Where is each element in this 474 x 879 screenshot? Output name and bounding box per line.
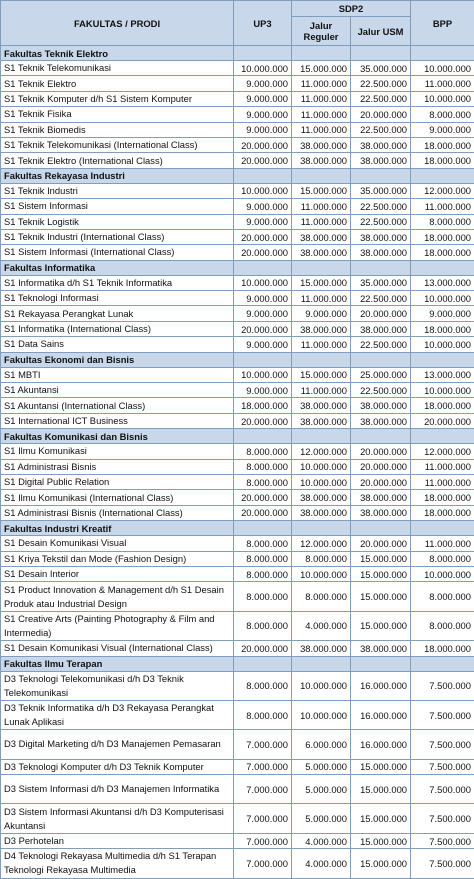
jalur-reguler-value-cell: 11.000.000 [292, 291, 351, 306]
bpp-value-cell: 7.500.000 [411, 700, 474, 729]
prodi-name-cell: S1 Desain Komunikasi Visual [1, 536, 234, 551]
bpp-value-cell: 11.000.000 [411, 474, 474, 489]
jalur-usm-value-cell: 22.500.000 [351, 122, 411, 137]
jalur-reguler-value-cell: 10.000.000 [292, 459, 351, 474]
prodi-name-cell: D3 Sistem Informasi d/h D3 Manajemen Informatika [1, 775, 234, 804]
jalur-usm-value-cell: 20.000.000 [351, 444, 411, 459]
bpp-value-cell: 12.000.000 [411, 183, 474, 198]
table-row [1, 490, 474, 505]
jalur-usm-value-cell: 38.000.000 [351, 137, 411, 152]
header-up3: UP3 [234, 1, 292, 46]
prodi-name-cell: S1 Akuntansi (International Class) [1, 398, 234, 413]
bpp-value-cell: 7.500.000 [411, 671, 474, 700]
section-header-empty-cell [234, 352, 292, 367]
jalur-reguler-value-cell: 9.000.000 [292, 306, 351, 321]
prodi-name-cell: S1 Rekayasa Perangkat Lunak [1, 306, 234, 321]
jalur-reguler-value-cell: 10.000.000 [292, 671, 351, 700]
jalur-reguler-value-cell: 38.000.000 [292, 398, 351, 413]
table-row [1, 122, 474, 137]
jalur-reguler-value-cell: 4.000.000 [292, 833, 351, 848]
table-row [1, 730, 474, 759]
table-row [1, 291, 474, 306]
jalur-reguler-value-cell: 11.000.000 [292, 76, 351, 91]
jalur-reguler-value-cell: 38.000.000 [292, 245, 351, 260]
up3-value-cell: 20.000.000 [234, 137, 292, 152]
jalur-usm-value-cell: 38.000.000 [351, 398, 411, 413]
up3-value-cell: 8.000.000 [234, 671, 292, 700]
bpp-value-cell: 12.000.000 [411, 444, 474, 459]
section-header-empty-cell [234, 46, 292, 61]
jalur-usm-value-cell: 38.000.000 [351, 245, 411, 260]
up3-value-cell: 20.000.000 [234, 245, 292, 260]
jalur-reguler-value-cell: 8.000.000 [292, 551, 351, 566]
jalur-usm-value-cell: 15.000.000 [351, 804, 411, 833]
jalur-reguler-value-cell: 38.000.000 [292, 137, 351, 152]
jalur-reguler-value-cell: 4.000.000 [292, 611, 351, 640]
table-row [1, 76, 474, 91]
jalur-reguler-value-cell: 38.000.000 [292, 321, 351, 336]
section-header-empty-cell [411, 352, 474, 367]
up3-value-cell: 9.000.000 [234, 291, 292, 306]
table-row [1, 367, 474, 382]
section-header-empty-cell [411, 429, 474, 444]
table-row [1, 804, 474, 833]
table-row [1, 505, 474, 520]
up3-value-cell: 7.000.000 [234, 833, 292, 848]
table-row [1, 199, 474, 214]
bpp-value-cell: 18.000.000 [411, 229, 474, 244]
section-title: Fakultas Industri Kreatif [1, 521, 234, 536]
table-row [1, 321, 474, 336]
jalur-usm-value-cell: 20.000.000 [351, 107, 411, 122]
up3-value-cell: 9.000.000 [234, 122, 292, 137]
table-row [1, 214, 474, 229]
bpp-value-cell: 8.000.000 [411, 582, 474, 611]
prodi-name-cell: S1 Sistem Informasi (International Class) [1, 245, 234, 260]
table-row [1, 536, 474, 551]
jalur-reguler-value-cell: 11.000.000 [292, 107, 351, 122]
jalur-usm-value-cell: 25.000.000 [351, 367, 411, 382]
bpp-value-cell: 10.000.000 [411, 61, 474, 76]
prodi-name-cell: S1 Administrasi Bisnis [1, 459, 234, 474]
table-row [1, 337, 474, 352]
up3-value-cell: 7.000.000 [234, 759, 292, 774]
bpp-value-cell: 11.000.000 [411, 199, 474, 214]
jalur-reguler-value-cell: 38.000.000 [292, 153, 351, 168]
section-header-row [1, 656, 474, 671]
prodi-name-cell: S1 Creative Arts (Painting Photography & Film and Intermedia) [1, 611, 234, 640]
prodi-name-cell: S1 Informatika d/h S1 Teknik Informatika [1, 275, 234, 290]
bpp-value-cell: 7.500.000 [411, 730, 474, 759]
bpp-value-cell: 9.000.000 [411, 306, 474, 321]
jalur-reguler-value-cell: 12.000.000 [292, 536, 351, 551]
jalur-usm-value-cell: 35.000.000 [351, 61, 411, 76]
jalur-usm-value-cell: 20.000.000 [351, 306, 411, 321]
up3-value-cell: 8.000.000 [234, 700, 292, 729]
prodi-name-cell: S1 Teknik Telekomunikasi [1, 61, 234, 76]
table-row [1, 582, 474, 611]
up3-value-cell: 9.000.000 [234, 76, 292, 91]
jalur-usm-value-cell: 22.500.000 [351, 91, 411, 106]
jalur-reguler-value-cell: 10.000.000 [292, 474, 351, 489]
table-row [1, 833, 474, 848]
bpp-value-cell: 18.000.000 [411, 398, 474, 413]
jalur-usm-value-cell: 35.000.000 [351, 275, 411, 290]
table-row [1, 444, 474, 459]
section-title: Fakultas Ekonomi dan Bisnis [1, 352, 234, 367]
bpp-value-cell: 10.000.000 [411, 566, 474, 581]
prodi-name-cell: S1 Teknik Logistik [1, 214, 234, 229]
prodi-name-cell: S1 Teknik Elektro (International Class) [1, 153, 234, 168]
table-row [1, 474, 474, 489]
table-row [1, 413, 474, 428]
section-header-empty-cell [292, 352, 351, 367]
jalur-reguler-value-cell: 5.000.000 [292, 775, 351, 804]
jalur-usm-value-cell: 22.500.000 [351, 337, 411, 352]
up3-value-cell: 9.000.000 [234, 306, 292, 321]
section-header-empty-cell [351, 429, 411, 444]
bpp-value-cell: 11.000.000 [411, 536, 474, 551]
jalur-reguler-value-cell: 15.000.000 [292, 367, 351, 382]
table-row [1, 459, 474, 474]
section-header-empty-cell [351, 168, 411, 183]
table-row [1, 775, 474, 804]
up3-value-cell: 8.000.000 [234, 551, 292, 566]
bpp-value-cell: 8.000.000 [411, 107, 474, 122]
bpp-value-cell: 11.000.000 [411, 459, 474, 474]
jalur-usm-value-cell: 15.000.000 [351, 775, 411, 804]
jalur-reguler-value-cell: 8.000.000 [292, 582, 351, 611]
table-row [1, 641, 474, 656]
section-header-empty-cell [292, 656, 351, 671]
prodi-name-cell: S1 Desain Interior [1, 566, 234, 581]
bpp-value-cell: 7.500.000 [411, 759, 474, 774]
table-row [1, 245, 474, 260]
jalur-reguler-value-cell: 38.000.000 [292, 505, 351, 520]
prodi-name-cell: D3 Teknologi Komputer d/h D3 Teknik Komputer [1, 759, 234, 774]
bpp-value-cell: 7.500.000 [411, 833, 474, 848]
prodi-name-cell: S1 Product Innovation & Management d/h S1 Desain Produk atau Industrial Design [1, 582, 234, 611]
jalur-reguler-value-cell: 15.000.000 [292, 183, 351, 198]
section-header-row [1, 46, 474, 61]
section-header-empty-cell [351, 352, 411, 367]
header-bpp: BPP [411, 1, 474, 46]
prodi-name-cell: S1 Teknik Elektro [1, 76, 234, 91]
up3-value-cell: 20.000.000 [234, 153, 292, 168]
jalur-reguler-value-cell: 11.000.000 [292, 337, 351, 352]
table-row [1, 700, 474, 729]
prodi-name-cell: S1 Data Sains [1, 337, 234, 352]
jalur-usm-value-cell: 20.000.000 [351, 536, 411, 551]
section-header-row [1, 260, 474, 275]
up3-value-cell: 9.000.000 [234, 199, 292, 214]
up3-value-cell: 9.000.000 [234, 337, 292, 352]
section-header-empty-cell [351, 260, 411, 275]
jalur-reguler-value-cell: 12.000.000 [292, 444, 351, 459]
jalur-usm-value-cell: 22.500.000 [351, 76, 411, 91]
prodi-name-cell: S1 Ilmu Komunikasi [1, 444, 234, 459]
jalur-reguler-value-cell: 38.000.000 [292, 229, 351, 244]
bpp-value-cell: 8.000.000 [411, 611, 474, 640]
section-header-row [1, 429, 474, 444]
header-fakultas-prodi: FAKULTAS / PRODI [1, 1, 234, 46]
section-header-row [1, 168, 474, 183]
table-row [1, 61, 474, 76]
bpp-value-cell: 7.500.000 [411, 849, 474, 878]
table-header [1, 1, 474, 46]
bpp-value-cell: 11.000.000 [411, 76, 474, 91]
prodi-name-cell: S1 Teknologi Informasi [1, 291, 234, 306]
up3-value-cell: 9.000.000 [234, 91, 292, 106]
table-row [1, 183, 474, 198]
table-row [1, 611, 474, 640]
bpp-value-cell: 20.000.000 [411, 413, 474, 428]
jalur-reguler-value-cell: 11.000.000 [292, 199, 351, 214]
up3-value-cell: 7.000.000 [234, 730, 292, 759]
jalur-usm-value-cell: 15.000.000 [351, 849, 411, 878]
jalur-usm-value-cell: 35.000.000 [351, 183, 411, 198]
jalur-reguler-value-cell: 11.000.000 [292, 383, 351, 398]
table-row [1, 153, 474, 168]
jalur-reguler-value-cell: 4.000.000 [292, 849, 351, 878]
prodi-name-cell: S1 Teknik Telekomunikasi (International Class) [1, 137, 234, 152]
section-header-empty-cell [234, 429, 292, 444]
jalur-usm-value-cell: 38.000.000 [351, 641, 411, 656]
jalur-usm-value-cell: 15.000.000 [351, 611, 411, 640]
jalur-reguler-value-cell: 38.000.000 [292, 413, 351, 428]
jalur-usm-value-cell: 22.500.000 [351, 214, 411, 229]
up3-value-cell: 9.000.000 [234, 107, 292, 122]
section-title: Fakultas Informatika [1, 260, 234, 275]
up3-value-cell: 8.000.000 [234, 444, 292, 459]
jalur-usm-value-cell: 16.000.000 [351, 730, 411, 759]
up3-value-cell: 9.000.000 [234, 214, 292, 229]
prodi-name-cell: S1 MBTI [1, 367, 234, 382]
prodi-name-cell: S1 Informatika (International Class) [1, 321, 234, 336]
bpp-value-cell: 18.000.000 [411, 505, 474, 520]
jalur-usm-value-cell: 15.000.000 [351, 759, 411, 774]
section-title: Fakultas Teknik Elektro [1, 46, 234, 61]
up3-value-cell: 18.000.000 [234, 398, 292, 413]
jalur-usm-value-cell: 15.000.000 [351, 582, 411, 611]
prodi-name-cell: S1 Teknik Komputer d/h S1 Sistem Komputer [1, 91, 234, 106]
up3-value-cell: 20.000.000 [234, 229, 292, 244]
bpp-value-cell: 10.000.000 [411, 383, 474, 398]
jalur-usm-value-cell: 38.000.000 [351, 153, 411, 168]
section-header-empty-cell [234, 521, 292, 536]
jalur-usm-value-cell: 22.500.000 [351, 199, 411, 214]
table-row [1, 671, 474, 700]
jalur-reguler-value-cell: 38.000.000 [292, 490, 351, 505]
section-header-row [1, 521, 474, 536]
section-header-empty-cell [351, 46, 411, 61]
header-sdp2: SDP2 [292, 1, 411, 17]
up3-value-cell: 10.000.000 [234, 61, 292, 76]
up3-value-cell: 20.000.000 [234, 490, 292, 505]
up3-value-cell: 20.000.000 [234, 641, 292, 656]
header-jalur-reguler: Jalur Reguler [292, 17, 351, 46]
jalur-usm-value-cell: 22.500.000 [351, 383, 411, 398]
jalur-usm-value-cell: 38.000.000 [351, 229, 411, 244]
section-header-row [1, 352, 474, 367]
up3-value-cell: 8.000.000 [234, 474, 292, 489]
jalur-reguler-value-cell: 5.000.000 [292, 759, 351, 774]
prodi-name-cell: S1 Desain Komunikasi Visual (International Class) [1, 641, 234, 656]
up3-value-cell: 7.000.000 [234, 804, 292, 833]
up3-value-cell: 9.000.000 [234, 383, 292, 398]
section-header-empty-cell [351, 521, 411, 536]
table-row [1, 849, 474, 878]
bpp-value-cell: 8.000.000 [411, 551, 474, 566]
section-header-empty-cell [351, 656, 411, 671]
table-row [1, 306, 474, 321]
prodi-name-cell: D4 Teknologi Rekayasa Multimedia d/h S1 Terapan Teknologi Rekayasa Multimedia [1, 849, 234, 878]
jalur-usm-value-cell: 22.500.000 [351, 291, 411, 306]
jalur-usm-value-cell: 15.000.000 [351, 566, 411, 581]
section-title: Fakultas Komunikasi dan Bisnis [1, 429, 234, 444]
section-header-empty-cell [411, 656, 474, 671]
up3-value-cell: 10.000.000 [234, 367, 292, 382]
prodi-name-cell: S1 Administrasi Bisnis (International Class) [1, 505, 234, 520]
section-header-empty-cell [234, 656, 292, 671]
prodi-name-cell: D3 Digital Marketing d/h D3 Manajemen Pemasaran [1, 730, 234, 759]
table-row [1, 551, 474, 566]
prodi-name-cell: S1 Teknik Industri [1, 183, 234, 198]
table-row [1, 91, 474, 106]
prodi-name-cell: D3 Sistem Informasi Akuntansi d/h D3 Komputerisasi Akuntansi [1, 804, 234, 833]
up3-value-cell: 7.000.000 [234, 775, 292, 804]
table-row [1, 137, 474, 152]
bpp-value-cell: 18.000.000 [411, 245, 474, 260]
section-header-empty-cell [292, 46, 351, 61]
table-row [1, 759, 474, 774]
jalur-usm-value-cell: 38.000.000 [351, 413, 411, 428]
bpp-value-cell: 10.000.000 [411, 337, 474, 352]
prodi-name-cell: D3 Perhotelan [1, 833, 234, 848]
up3-value-cell: 8.000.000 [234, 582, 292, 611]
prodi-name-cell: S1 Ilmu Komunikasi (International Class) [1, 490, 234, 505]
bpp-value-cell: 18.000.000 [411, 137, 474, 152]
bpp-value-cell: 8.000.000 [411, 214, 474, 229]
bpp-value-cell: 18.000.000 [411, 321, 474, 336]
jalur-usm-value-cell: 20.000.000 [351, 459, 411, 474]
up3-value-cell: 20.000.000 [234, 413, 292, 428]
section-title: Fakultas Rekayasa Industri [1, 168, 234, 183]
header-jalur-usm: Jalur USM [351, 17, 411, 46]
bpp-value-cell: 13.000.000 [411, 275, 474, 290]
up3-value-cell: 7.000.000 [234, 849, 292, 878]
jalur-usm-value-cell: 38.000.000 [351, 321, 411, 336]
table-row [1, 107, 474, 122]
up3-value-cell: 10.000.000 [234, 183, 292, 198]
jalur-usm-value-cell: 20.000.000 [351, 474, 411, 489]
jalur-reguler-value-cell: 15.000.000 [292, 275, 351, 290]
section-header-empty-cell [292, 429, 351, 444]
table-row [1, 229, 474, 244]
prodi-name-cell: S1 Teknik Fisika [1, 107, 234, 122]
table-row [1, 398, 474, 413]
prodi-name-cell: S1 Kriya Tekstil dan Mode (Fashion Design) [1, 551, 234, 566]
up3-value-cell: 8.000.000 [234, 536, 292, 551]
section-title: Fakultas Ilmu Terapan [1, 656, 234, 671]
prodi-name-cell: D3 Teknik Informatika d/h D3 Rekayasa Perangkat Lunak Aplikasi [1, 700, 234, 729]
section-header-empty-cell [292, 168, 351, 183]
up3-value-cell: 8.000.000 [234, 459, 292, 474]
prodi-name-cell: D3 Teknologi Telekomunikasi d/h D3 Teknik Telekomunikasi [1, 671, 234, 700]
bpp-value-cell: 18.000.000 [411, 490, 474, 505]
jalur-reguler-value-cell: 11.000.000 [292, 122, 351, 137]
bpp-value-cell: 18.000.000 [411, 641, 474, 656]
jalur-usm-value-cell: 38.000.000 [351, 505, 411, 520]
prodi-name-cell: S1 Digital Public Relation [1, 474, 234, 489]
prodi-name-cell: S1 Teknik Industri (International Class) [1, 229, 234, 244]
up3-value-cell: 8.000.000 [234, 566, 292, 581]
jalur-usm-value-cell: 16.000.000 [351, 671, 411, 700]
bpp-value-cell: 7.500.000 [411, 804, 474, 833]
table-row [1, 383, 474, 398]
jalur-reguler-value-cell: 15.000.000 [292, 61, 351, 76]
bpp-value-cell: 10.000.000 [411, 291, 474, 306]
bpp-value-cell: 9.000.000 [411, 122, 474, 137]
bpp-value-cell: 13.000.000 [411, 367, 474, 382]
table-body [1, 46, 474, 879]
table-row [1, 566, 474, 581]
bpp-value-cell: 18.000.000 [411, 153, 474, 168]
prodi-name-cell: S1 Akuntansi [1, 383, 234, 398]
jalur-usm-value-cell: 38.000.000 [351, 490, 411, 505]
jalur-usm-value-cell: 15.000.000 [351, 551, 411, 566]
section-header-empty-cell [411, 260, 474, 275]
prodi-name-cell: S1 International ICT Business [1, 413, 234, 428]
prodi-name-cell: S1 Teknik Biomedis [1, 122, 234, 137]
jalur-reguler-value-cell: 5.000.000 [292, 804, 351, 833]
jalur-reguler-value-cell: 10.000.000 [292, 700, 351, 729]
bpp-value-cell: 10.000.000 [411, 91, 474, 106]
jalur-usm-value-cell: 16.000.000 [351, 700, 411, 729]
section-header-empty-cell [292, 260, 351, 275]
section-header-empty-cell [292, 521, 351, 536]
table-row [1, 275, 474, 290]
jalur-reguler-value-cell: 10.000.000 [292, 566, 351, 581]
jalur-reguler-value-cell: 11.000.000 [292, 214, 351, 229]
up3-value-cell: 20.000.000 [234, 321, 292, 336]
section-header-empty-cell [411, 521, 474, 536]
section-header-empty-cell [411, 168, 474, 183]
up3-value-cell: 20.000.000 [234, 505, 292, 520]
section-header-empty-cell [234, 260, 292, 275]
jalur-reguler-value-cell: 38.000.000 [292, 641, 351, 656]
up3-value-cell: 8.000.000 [234, 611, 292, 640]
bpp-value-cell: 7.500.000 [411, 775, 474, 804]
jalur-reguler-value-cell: 6.000.000 [292, 730, 351, 759]
section-header-empty-cell [234, 168, 292, 183]
section-header-empty-cell [411, 46, 474, 61]
jalur-usm-value-cell: 15.000.000 [351, 833, 411, 848]
up3-value-cell: 10.000.000 [234, 275, 292, 290]
prodi-name-cell: S1 Sistem Informasi [1, 199, 234, 214]
jalur-reguler-value-cell: 11.000.000 [292, 91, 351, 106]
